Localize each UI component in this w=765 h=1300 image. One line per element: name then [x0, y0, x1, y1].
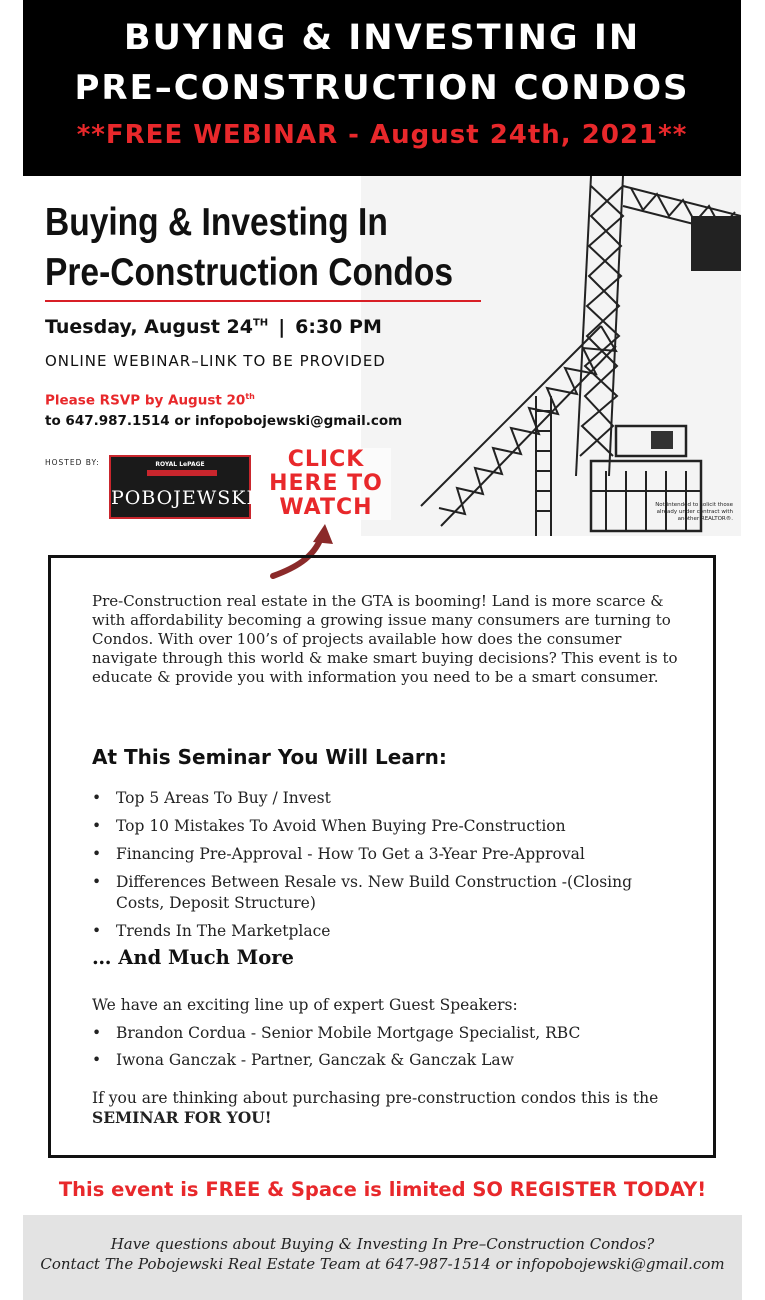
- learn-heading: At This Seminar You Will Learn:: [92, 745, 447, 769]
- learn-list: [92, 788, 682, 949]
- footer-question: Have questions about Buying & Investing In Pre–Construction Condos?: [110, 1235, 655, 1253]
- hero-title-line2: Pre-Construction Condos: [45, 251, 454, 294]
- click-line2: HERE TO: [269, 471, 383, 496]
- event-day: Tuesday, August 24: [45, 316, 253, 338]
- date-separator: |: [278, 316, 286, 338]
- event-date: [45, 316, 382, 338]
- list-item: • Financing Pre-Approval - How To Get a 3-Year Pre-Approval: [92, 844, 682, 865]
- click-here-to-watch-link[interactable]: [261, 448, 391, 520]
- logo-bar: [147, 470, 217, 476]
- footer: [23, 1215, 742, 1300]
- event-time: 6:30 PM: [295, 316, 382, 338]
- register-callout: This event is FREE & Space is limited SO REGISTER TODAY!: [58, 1178, 707, 1201]
- click-line3: WATCH: [279, 495, 373, 520]
- title-divider: [45, 300, 481, 302]
- royal-lepage-logo: [109, 455, 255, 519]
- logo-brand: ROYAL LePAGE: [155, 461, 205, 468]
- event-day-suffix: TH: [252, 317, 269, 329]
- list-item: • Trends In The Marketplace: [92, 921, 682, 942]
- list-item: • Differences Between Resale vs. New Build Construction -(Closing Costs, Deposit Structure): [92, 872, 682, 914]
- speaker-list: [92, 1023, 682, 1077]
- banner-title-line2: PRE–CONSTRUCTION CONDOS: [74, 68, 690, 108]
- logo-name: POBOJEWSKI: [111, 487, 255, 509]
- list-item: • Top 10 Mistakes To Avoid When Buying Pre-Construction: [92, 816, 682, 837]
- hero-section: [23, 176, 741, 536]
- closing-paragraph: [92, 1088, 682, 1128]
- rsvp-suffix: th: [245, 392, 255, 401]
- and-much-more: … And Much More: [92, 946, 294, 969]
- list-item: • Top 5 Areas To Buy / Invest: [92, 788, 682, 809]
- hero-title-line1: Buying & Investing In: [45, 201, 388, 244]
- hosted-by-label: HOSTED BY:: [45, 458, 100, 467]
- seminar-details-box: [48, 555, 716, 1158]
- intro-paragraph: Pre-Construction real estate in the GTA is booming! Land is more scarce & with affordability becoming a growing issue many consumers are turning to Condos. With over 100’s of projects available how does the consumer navigate through this world & make smart buying decisions? This event is to educate & provide you with information you need to be a smart consumer.: [92, 592, 678, 686]
- banner-title-line1: BUYING & INVESTING IN: [123, 18, 641, 58]
- top-banner: [23, 0, 741, 176]
- click-line1: CLICK: [287, 447, 365, 472]
- banner-webinar-date: **FREE WEBINAR - August 24th, 2021**: [76, 120, 688, 150]
- rsvp-deadline: [45, 392, 255, 409]
- disclaimer: Not intended to solicit those already under contract with another REALTOR®.: [655, 502, 733, 522]
- hero-title: [45, 198, 453, 298]
- rsvp-text: Please RSVP by August 20: [45, 392, 246, 409]
- rsvp-contact[interactable]: to 647.987.1514 or infopobojewski@gmail.com: [45, 413, 403, 429]
- footer-contact[interactable]: Contact The Pobojewski Real Estate Team at 647-987-1514 or infopobojewski@gmail.com: [40, 1255, 725, 1273]
- list-item: • Iwona Ganczak - Partner, Ganczak & Ganczak Law: [92, 1050, 682, 1071]
- closing-bold: SEMINAR FOR YOU!: [92, 1108, 272, 1127]
- closing-text: If you are thinking about purchasing pre-construction condos this is the: [92, 1089, 659, 1107]
- list-item: • Brandon Cordua - Senior Mobile Mortgage Specialist, RBC: [92, 1023, 682, 1044]
- speakers-intro: We have an exciting line up of expert Guest Speakers:: [92, 996, 518, 1014]
- online-note: ONLINE WEBINAR–LINK TO BE PROVIDED: [45, 352, 386, 370]
